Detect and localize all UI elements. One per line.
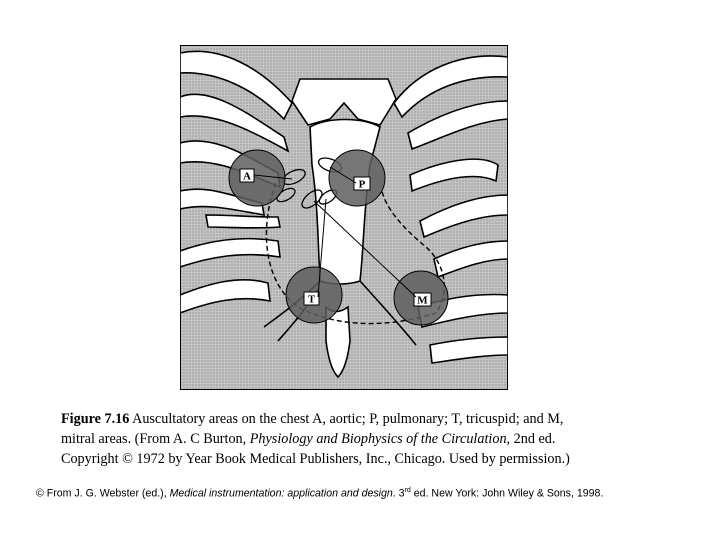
citation-prefix: © From J. G. Webster (ed.), xyxy=(36,487,170,500)
citation-publisher: ed. New York: John Wiley & Sons, 1998. xyxy=(410,487,604,500)
caption-book-title: Physiology and Biophysics of the Circulation xyxy=(249,431,507,447)
tricuspid-label: T xyxy=(307,293,316,306)
pulmonary-area xyxy=(329,150,385,206)
tricuspid-area xyxy=(286,267,342,323)
citation-edition-sup: rd xyxy=(404,487,411,494)
chest-auscultation-diagram xyxy=(180,45,508,390)
caption-line-3: Copyright © 1972 by Year Book Medical Publishers, Inc., Chicago. Used by permission.) xyxy=(61,451,570,467)
caption-line-1 xyxy=(61,409,691,429)
caption-text-1: Auscultatory areas on the chest A, aortic; P, pulmonary; T, tricuspid; and M, xyxy=(129,411,564,427)
source-citation xyxy=(36,487,706,500)
pulmonary-label: P xyxy=(358,178,366,191)
aortic-area-circle xyxy=(229,150,285,206)
caption-line-2 xyxy=(61,429,691,449)
mitral-label: M xyxy=(417,294,428,307)
citation-title: Medical instrumentation: application and design xyxy=(169,487,393,500)
citation-edition: . 3 xyxy=(392,487,405,500)
aortic-area xyxy=(229,150,285,206)
caption-text-2b: , 2nd ed. xyxy=(506,431,556,447)
figure-caption xyxy=(61,409,691,469)
aortic-label: A xyxy=(243,170,251,183)
figure-label: Figure 7.16 xyxy=(61,411,130,427)
mitral-area xyxy=(394,271,448,325)
caption-text-2a: mitral areas. (From A. C Burton, xyxy=(61,431,250,447)
